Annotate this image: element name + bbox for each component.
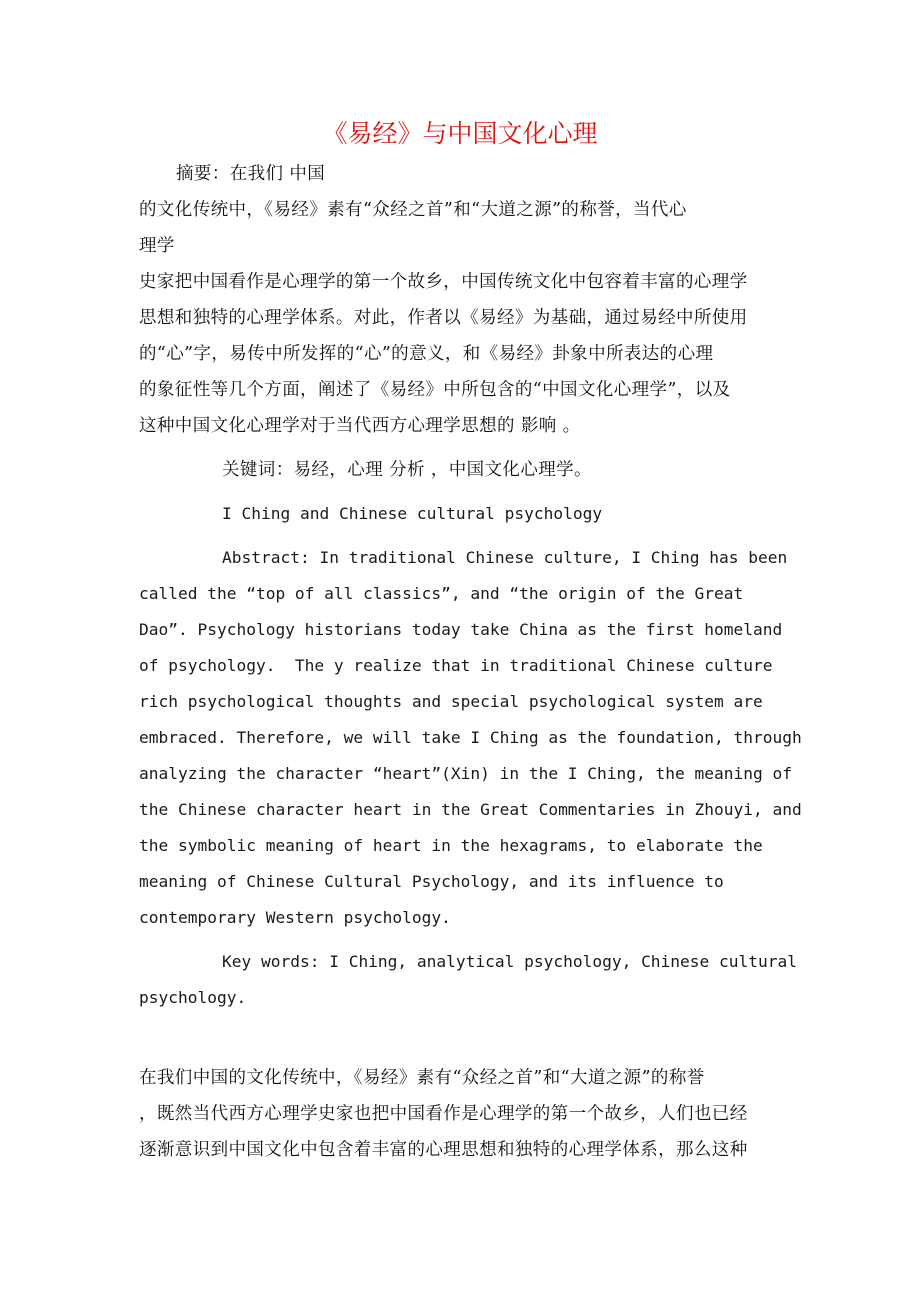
abstract-en-line: called the “top of all classics”, and “the origin of the Great: [139, 584, 744, 603]
abstract-en-line: Abstract: In traditional Chinese culture, I Ching has been: [222, 548, 788, 567]
abstract-en-line: Dao”. Psychology historians today take China as the first homeland: [139, 620, 783, 639]
abstract-cn-line: 史家把中国看作是心理学的第一个故乡，中国传统文化中包容着丰富的心理学: [139, 272, 748, 292]
abstract-en-line: of psychology. The y realize that in traditional Chinese culture: [139, 656, 773, 675]
abstract-en-line: the symbolic meaning of heart in the hexagrams, to elaborate the: [139, 836, 763, 855]
abstract-en-line: meaning of Chinese Cultural Psychology, and its influence to: [139, 872, 724, 891]
abstract-en-line: the Chinese character heart in the Great Commentaries in Zhouyi, and: [139, 800, 802, 819]
keywords-en-line: Key words: I Ching, analytical psychology, Chinese cultural: [222, 952, 797, 971]
abstract-en-line: analyzing the character “heart”(Xin) in the I Ching, the meaning of: [139, 764, 792, 783]
body-line: 在我们中国的文化传统中，《易经》素有“众经之首”和“大道之源”的称誉: [139, 1068, 705, 1088]
document-title: 《易经》与中国文化心理: [322, 119, 598, 148]
english-title: I Ching and Chinese cultural psychology: [222, 504, 603, 523]
abstract-cn-line: 思想和独特的心理学体系。对此，作者以《易经》为基础，通过易经中所使用: [139, 308, 748, 328]
abstract-cn-line: 理学: [139, 236, 175, 256]
body-line: ，既然当代西方心理学史家也把中国看作是心理学的第一个故乡，人们也已经: [139, 1104, 748, 1124]
abstract-en-line: contemporary Western psychology.: [139, 908, 451, 927]
abstract-cn-line: 这种中国文化心理学对于当代西方心理学思想的 影响 。: [139, 416, 581, 436]
keywords-cn: 关键词：易经，心理 分析 ，中国文化心理学。: [222, 460, 592, 480]
abstract-cn-line: 的象征性等几个方面，阐述了《易经》中所包含的“中国文化心理学”，以及: [139, 380, 731, 400]
keywords-en-line: psychology.: [139, 988, 247, 1007]
abstract-cn-line: 的“心”字，易传中所发挥的“心”的意义，和《易经》卦象中所表达的心理: [139, 344, 714, 364]
body-line: 逐渐意识到中国文化中包含着丰富的心理思想和独特的心理学体系，那么这种: [139, 1140, 748, 1160]
abstract-cn-line: 的文化传统中，《易经》素有“众经之首”和“大道之源”的称誉，当代心: [139, 200, 687, 220]
abstract-en-line: rich psychological thoughts and special psychological system are: [139, 692, 763, 711]
abstract-en-line: embraced. Therefore, we will take I Ching as the foundation, through: [139, 728, 802, 747]
abstract-cn-line: 摘要：在我们 中国: [176, 164, 326, 184]
